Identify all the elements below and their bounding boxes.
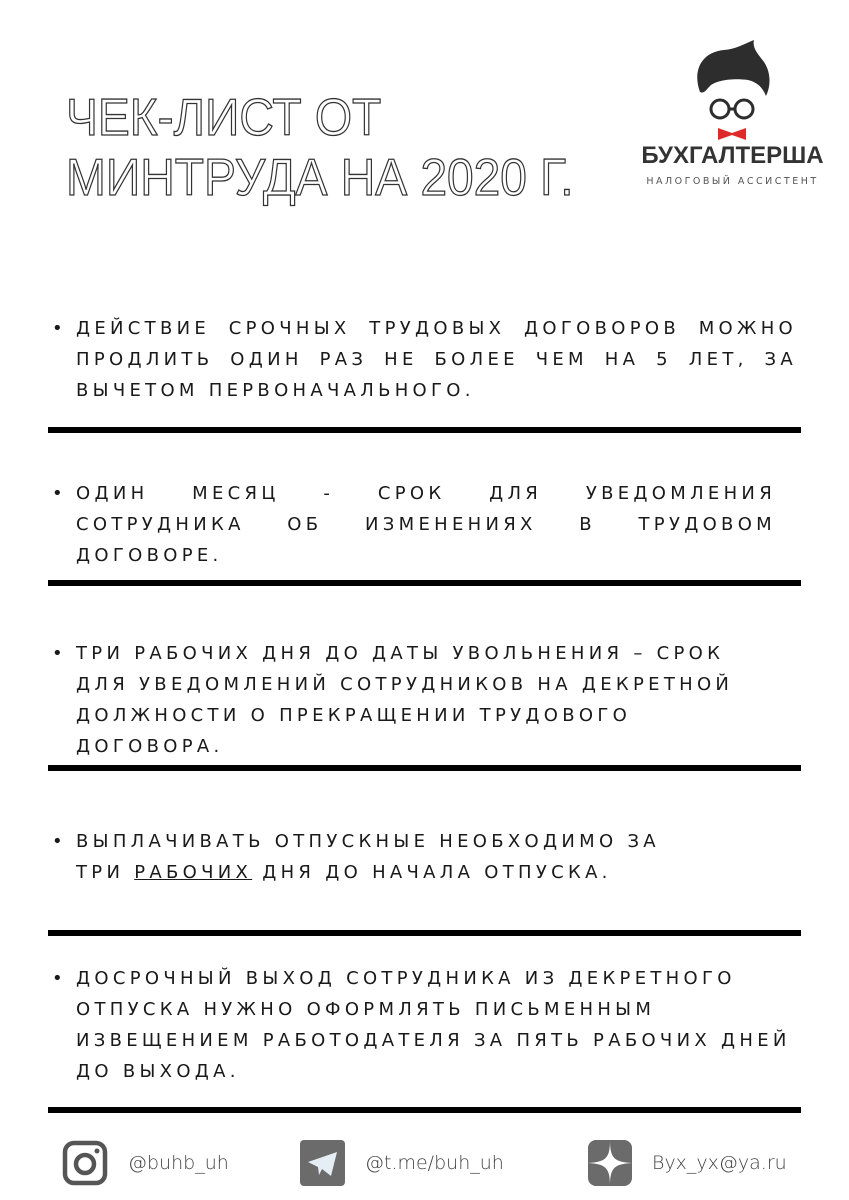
email-address[interactable]: Вух_ух@ya.ru — [652, 1152, 787, 1174]
item-text-part: ДНЯ ДО НАЧАЛА ОТПУСКА. — [262, 862, 612, 883]
brand-tagline: НАЛОГОВЫЙ АССИСТЕНТ — [646, 176, 819, 187]
checklist-item — [52, 963, 797, 1087]
bullet-icon: • — [52, 643, 67, 664]
item-text: ТРИ РАБОЧИХ ДНЯ ДО ДАТЫ УВОЛЬНЕНИЯ – СРОК ДЛЯ УВЕДОМЛЕНИЙ СОТРУДНИКОВ НА ДЕКРЕТНОЙ ДОЛЖНОСТИ О ПРЕКРАЩЕНИИ ТРУДОВОГО ДОГОВОРА. — [76, 643, 734, 757]
footer-instagram[interactable] — [62, 1140, 229, 1186]
bullet-icon: • — [52, 318, 67, 339]
brand-name: БУХГАЛТЕРША — [641, 142, 824, 169]
divider — [48, 765, 801, 771]
checklist-item — [52, 638, 797, 762]
item-text: ОДИН МЕСЯЦ - СРОК ДЛЯ УВЕДОМЛЕНИЯ СОТРУДНИКА ОБ ИЗМЕНЕНИЯХ В ТРУДОВОМ ДОГОВОРЕ. — [76, 483, 776, 566]
divider — [48, 1107, 801, 1113]
telegram-link[interactable]: @t.me/buh_uh — [365, 1152, 504, 1174]
bullet-icon: • — [52, 483, 67, 504]
item-text: ДЕЙСТВИЕ СРОЧНЫХ ТРУДОВЫХ ДОГОВОРОВ МОЖНО ПРОДЛИТЬ ОДИН РАЗ НЕ БОЛЕЕ ЧЕМ НА 5 ЛЕТ, ЗА ВЫЧЕТОМ ПЕРВОНАЧАЛЬНОГО. — [76, 318, 797, 401]
footer-telegram[interactable] — [300, 1140, 504, 1186]
underlined-word: РАБОЧИХ — [134, 862, 253, 883]
divider — [48, 580, 801, 586]
accountant-mascot-icon — [688, 40, 778, 140]
title-line-2: МИНТРУДА НА 2020 Г. — [66, 149, 574, 207]
page-title — [66, 88, 574, 208]
footer-email[interactable] — [588, 1140, 787, 1186]
checklist-item — [52, 478, 797, 571]
telegram-icon — [300, 1140, 345, 1186]
logo — [640, 40, 825, 210]
checklist-item — [52, 826, 797, 888]
instagram-handle[interactable]: @buhb_uh — [128, 1152, 229, 1174]
item-text: ДОСРОЧНЫЙ ВЫХОД СОТРУДНИКА ИЗ ДЕКРЕТНОГО ОТПУСКА НУЖНО ОФОРМЛЯТЬ ПИСЬМЕННЫМ ИЗВЕЩЕНИЕМ РАБОТОДАТЕЛЯ ЗА ПЯТЬ РАБОЧИХ ДНЕЙ ДО ВЫХОДА. — [76, 968, 791, 1082]
instagram-icon — [62, 1140, 108, 1186]
checklist-item — [52, 313, 797, 406]
item-text — [76, 826, 716, 888]
divider — [48, 930, 801, 936]
bullet-icon: • — [52, 968, 67, 989]
bullet-icon: • — [52, 831, 67, 852]
item-text-part: ВЫПЛАЧИВАТЬ ОТПУСКНЫЕ НЕОБХОДИМО ЗА ТРИ — [76, 831, 660, 883]
divider — [48, 427, 801, 433]
yandex-zen-icon — [588, 1140, 632, 1186]
title-line-1: ЧЕК-ЛИСТ ОТ — [66, 89, 382, 147]
